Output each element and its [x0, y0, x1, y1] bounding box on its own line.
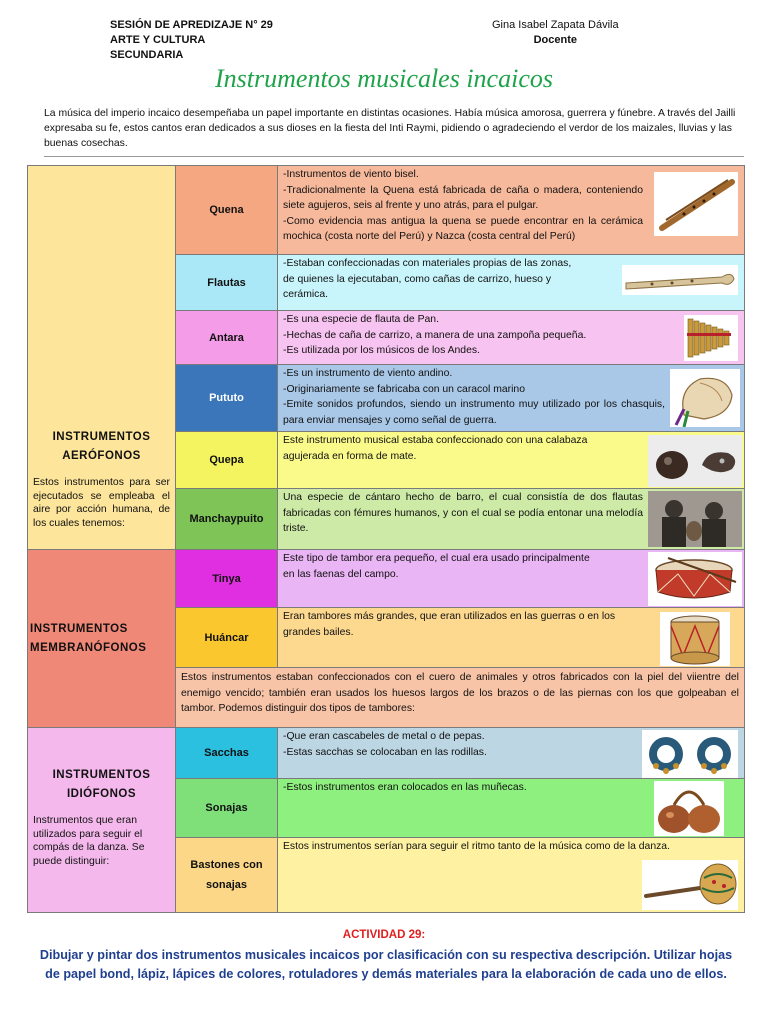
- flautas-image: [622, 265, 738, 295]
- header-left: [110, 18, 273, 63]
- description-quepa: Este instrumento musical estaba confeccionado con una calabaza agujerada en forma de mate.: [278, 432, 745, 489]
- sacchas-image: [642, 730, 738, 778]
- description-flautas: -Estaban confeccionadas con materiales propias de las zonas, de quienes la ejecutaban, como cañas de carrizo, hueso y cerámica.: [278, 255, 745, 311]
- description-sacchas: -Que eran cascabeles de metal o de pepas. -Estas sacchas se colocaban en las rodillas.: [278, 728, 745, 779]
- category-title: INSTRUMENTOS AERÓFONOS: [52, 431, 151, 462]
- instrument-bastones-con-sonajas: Bastones con sonajas: [176, 838, 278, 913]
- huancar-image: [660, 612, 730, 666]
- level-label: SECUNDARIA: [110, 49, 184, 61]
- instrument-pututo: Pututo: [176, 365, 278, 432]
- antara-image: [684, 315, 738, 361]
- instrument-sacchas: Sacchas: [176, 728, 278, 779]
- category-description: Instrumentos que eran utilizados para seguir el compás de la danza. Se puede distinguir:: [33, 815, 145, 867]
- pututo-image: [670, 369, 740, 427]
- instrument-antara: Antara: [176, 311, 278, 365]
- intro-paragraph: La música del imperio incaico desempeñaba un papel importante en distintas ocasiones. Había música amorosa, guerrera y fúnebre. A través del Jailli expresaba su fe, estos cantos eran dedicados a sus dioses en la fiesta del Inti Raymi, pidiendo o agradeciendo el verdor de los maizales, lluvias y las buenas cosechas.: [44, 108, 736, 149]
- teacher-role: Docente: [533, 34, 577, 46]
- activity-instructions: Dibujar y pintar dos instrumentos musicales incaicos por clasificación con su respectiva descripción. Utilizar hojas de papel bond, lápiz, lápices de colores, rotuladores y demás materiales para la elaboración de cada uno de ellos.: [39, 948, 733, 981]
- instrument-tinya: Tinya: [176, 550, 278, 608]
- instruments-table: [27, 165, 745, 913]
- teacher-name: Gina Isabel Zapata Dávila: [492, 19, 619, 31]
- baston-image: [642, 860, 738, 910]
- course-label: ARTE Y CULTURA: [110, 34, 206, 46]
- membranofonos-note: Estos instrumentos estaban confeccionados con el cuero de animales y otros fabricados con la piel del viientre del enemigo vencido; también eran usados los huesos largos de los brazos o de las piernas con los que golpeaban el tambor. Podemos distinguir dos tipos de tambores:: [176, 668, 745, 728]
- category-aerofonos: [28, 166, 176, 550]
- description-bastones-con-sonajas: Estos instrumentos serían para seguir el ritmo tanto de la música como de la danza.: [278, 838, 745, 913]
- category-membranofonos: [28, 550, 176, 728]
- description-manchaypuito: Una especie de cántaro hecho de barro, el cual consistía de dos flautas fabricadas con fémures humanos, y con el cual se podía entonar una melodía triste.: [278, 489, 745, 550]
- description-huancar: Eran tambores más grandes, que eran utilizados en las guerras o en los grandes bailes.: [278, 608, 745, 668]
- manchaypuito-image: [648, 491, 742, 547]
- instrument-manchaypuito: Manchaypuito: [176, 489, 278, 550]
- instrument-huancar: Huáncar: [176, 608, 278, 668]
- category-title: INSTRUMENTOS IDIÓFONOS: [52, 769, 151, 800]
- description-antara: -Es una especie de flauta de Pan. -Hechas de caña de carrizo, a manera de una zampoña pequeña. -Es utilizada por los músicos de los Andes.: [278, 311, 745, 365]
- instrument-sonajas: Sonajas: [176, 779, 278, 838]
- description-quena: -Instrumentos de viento bisel. -Tradicionalmente la Quena está fabricada de caña o madera, conteniendo siete agujeros, seis al frente y uno atrás, para el pulgar. -Como evidencia mas antigua la quena se puede encontrar en la cerámica mochica (costa norte del Perú) y Nazca (costa central del Perú): [278, 166, 745, 255]
- session-label: SESIÓN DE APREDIZAJE N° 29: [110, 19, 273, 31]
- instrument-flautas: Flautas: [176, 255, 278, 311]
- divider: [44, 156, 744, 157]
- category-description: Estos instrumentos para ser ejecutados se empleaba el aire por acción humana, de los cuales tenemos:: [33, 477, 170, 529]
- instrument-quepa: Quepa: [176, 432, 278, 489]
- tinya-image: [648, 552, 742, 606]
- sonajas-image: [654, 781, 724, 836]
- instrument-quena: Quena: [176, 166, 278, 255]
- activity-title: ACTIVIDAD 29:: [342, 929, 426, 941]
- description-pututo: -Es un instrumento de viento andino. -Originariamente se fabricaba con un caracol marino -Emite sonidos profundos, siendo un instrumento muy utilizado por los chasquis, para enviar mensajes y como señal de guerra.: [278, 365, 745, 432]
- category-title: INSTRUMENTOS MEMBRANÓFONOS: [30, 622, 147, 654]
- description-tinya: Este tipo de tambor era pequeño, el cual era usado principalmente en las faenas del campo.: [278, 550, 745, 608]
- quena-image: [654, 172, 738, 236]
- quepa-image: [648, 435, 742, 487]
- description-sonajas: -Estos instrumentos eran colocados en las muñecas.: [278, 779, 745, 838]
- header-right: [492, 18, 619, 48]
- page-title: Instrumentos musicales incaicos: [215, 64, 553, 93]
- category-idiofonos: [28, 728, 176, 913]
